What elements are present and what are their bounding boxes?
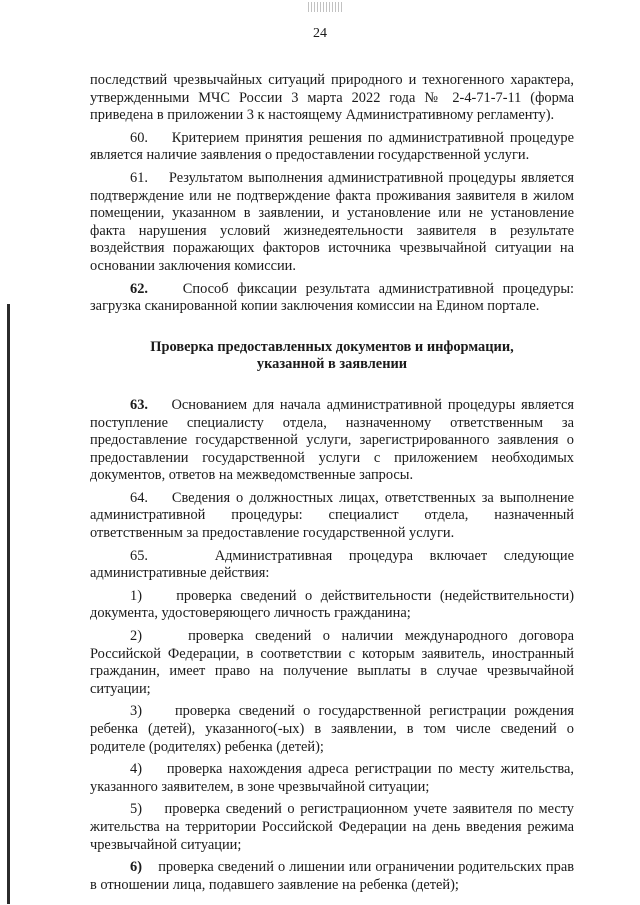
paragraph xyxy=(90,548,574,583)
paragraph-number: 4) xyxy=(130,761,142,778)
paragraph-number: 2) xyxy=(130,628,142,645)
paragraph-text: Административная процедура включает следующие административные действия: xyxy=(90,547,574,582)
section-heading xyxy=(90,339,574,374)
paragraph-number: 1) xyxy=(130,587,142,604)
section-heading-line-1: Проверка предоставленных документов и информации, xyxy=(150,338,514,355)
paragraph-text: Основанием для начала административной процедуры является поступление специалисту отдела, назначенному ответственным за предоставление государственной услуги, зарегистрированного заявления о предоставлении государственной услуги с приложением необходимых документов, ответов на межведомственные запросы. xyxy=(90,396,574,484)
paragraph xyxy=(90,703,574,756)
page-number: 24 xyxy=(313,26,327,41)
paragraph-text: Способ фиксации результата административной процедуры: загрузка сканированной копии заключения комиссии на Едином портале. xyxy=(90,280,574,315)
paragraph xyxy=(90,761,574,796)
paragraph-text: Критерием принятия решения по административной процедуре является наличие заявления о предоставлении государственной услуги. xyxy=(90,129,574,164)
paragraph-text: последствий чрезвычайных ситуаций природного и техногенного характера, утвержденными МЧС России 3 марта 2022 года № 2-4-71-7-11 (форма приведена в приложении 3 к настоящему Административному регламенту). xyxy=(90,72,574,124)
paragraph xyxy=(90,490,574,543)
scan-artifact xyxy=(308,2,342,12)
paragraph-number: 63. xyxy=(130,396,148,413)
paragraph-text: проверка сведений о наличии международного договора Российской Федерации, в соответствии с которым заявитель, иностранный гражданин, имеет право на получение выплаты в случае чрезвычайной ситуации; xyxy=(90,628,575,697)
paragraph-text: проверка сведений о лишении или ограничении родительских прав в отношении лица, подавшего заявление на ребенка (детей); xyxy=(90,859,575,893)
paragraph-text: проверка сведений о действительности (недействительности) документа, удостоверяющего личность гражданина; xyxy=(90,587,575,622)
paragraph-number: 64. xyxy=(130,489,148,506)
paragraph xyxy=(90,170,574,276)
paragraph-text: проверка сведений о регистрационном учете заявителя по месту жительства на территории Российской Федерации на день введения режима чрезвычайной ситуации; xyxy=(90,801,574,853)
paragraph-group-top xyxy=(90,72,574,316)
paragraph xyxy=(90,801,574,854)
scan-margin-bar xyxy=(7,304,10,904)
paragraph xyxy=(90,397,574,485)
paragraph xyxy=(90,130,574,165)
paragraph-number: 6) xyxy=(130,859,142,876)
paragraph-number: 61. xyxy=(130,169,148,186)
section-heading-line-2: указанной в заявлении xyxy=(256,356,408,373)
document-body xyxy=(90,72,574,899)
paragraph-number: 65. xyxy=(130,547,148,564)
paragraph-number: 5) xyxy=(130,801,142,818)
paragraph-text: Результатом выполнения административной процедуры является подтверждение или не подтверждение факта проживания заявителя в жилом помещении, указанном в заявлении, и установление или не установление факта нарушения условий жизнедеятельности заявителя в результате воздействия поражающих факторов источника чрезвычайной ситуации на основании заключения комиссии. xyxy=(90,169,575,274)
paragraph-number: 62. xyxy=(130,280,148,297)
paragraph xyxy=(90,588,574,623)
paragraph xyxy=(90,72,574,125)
paragraph-number: 3) xyxy=(130,703,142,720)
paragraph-text: Сведения о должностных лицах, ответственных за выполнение административной процедуры: специалист отдела, назначенный ответственным за предоставление государственной услуги. xyxy=(90,489,574,542)
paragraph xyxy=(90,628,574,698)
paragraph-text: проверка нахождения адреса регистрации по месту жительства, указанного заявителем, в зоне чрезвычайной ситуации; xyxy=(90,761,575,795)
paragraph-group-bottom xyxy=(90,397,574,894)
paragraph-text: проверка сведений о государственной регистрации рождения ребенка (детей), указанного(-ых) в заявлении, в том числе сведений о родителе (родителях) ребенка (детей); xyxy=(90,703,575,755)
paragraph xyxy=(90,859,574,894)
paragraph-number: 60. xyxy=(130,129,148,146)
paragraph xyxy=(90,281,574,316)
